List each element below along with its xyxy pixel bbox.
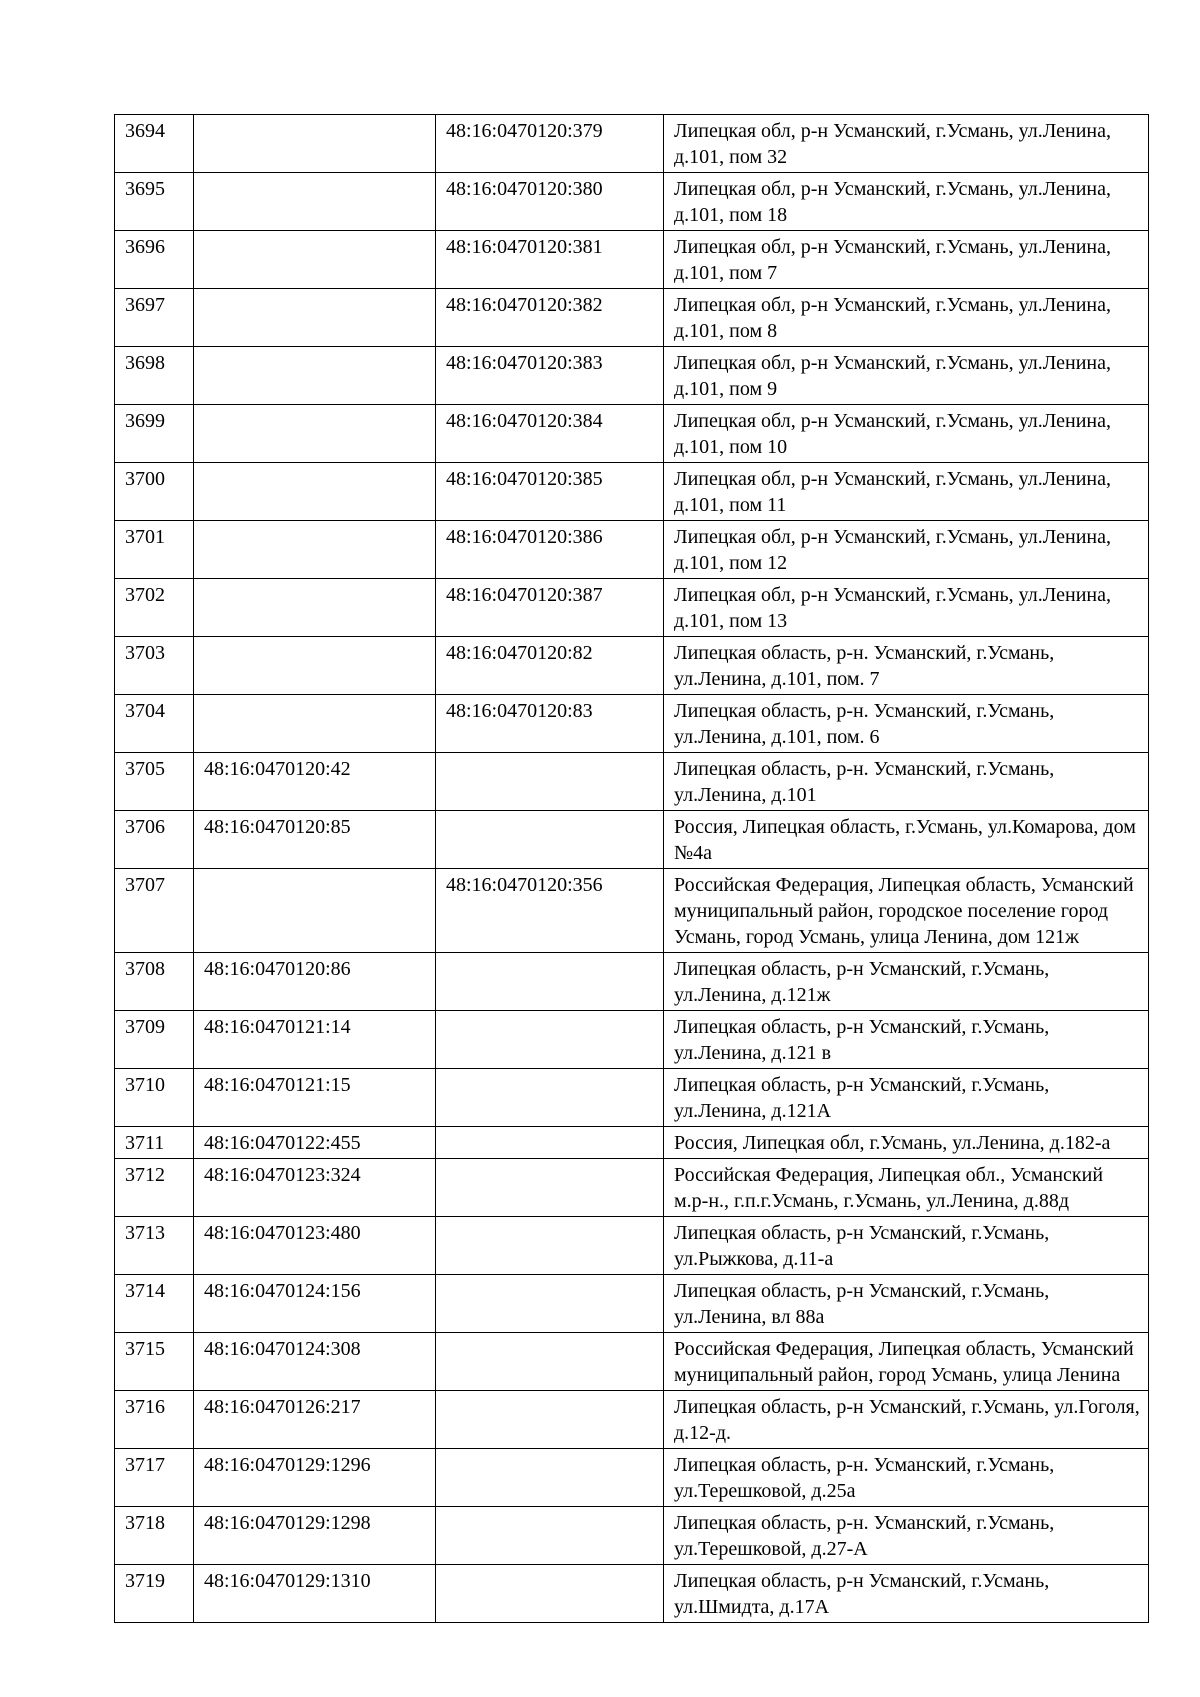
table-row [115, 869, 1149, 953]
address-cell: Липецкая область, р-н Усманский, г.Усмань, ул.Ленина, д.121 в [664, 1011, 1149, 1069]
address-cell: Липецкая область, р-н. Усманский, г.Усмань, ул.Ленина, д.101, пом. 7 [664, 637, 1149, 695]
cadastral-number-cell: 48:16:0470120:86 [194, 953, 436, 1011]
table-row [115, 173, 1149, 231]
property-table [114, 114, 1149, 1623]
cadastral-number-secondary-cell [436, 1333, 664, 1391]
cadastral-number-cell [194, 869, 436, 953]
cadastral-number-secondary-cell [436, 1217, 664, 1275]
row-number-cell: 3709 [115, 1011, 194, 1069]
cadastral-number-cell [194, 289, 436, 347]
address-cell: Липецкая обл, р-н Усманский, г.Усмань, ул.Ленина, д.101, пом 32 [664, 115, 1149, 173]
cadastral-number-cell [194, 173, 436, 231]
table-row [115, 953, 1149, 1011]
address-cell: Липецкая область, р-н. Усманский, г.Усмань, ул.Ленина, д.101, пом. 6 [664, 695, 1149, 753]
cadastral-number-cell [194, 405, 436, 463]
address-cell: Липецкая область, р-н Усманский, г.Усмань, ул.Ленина, д.121ж [664, 953, 1149, 1011]
address-cell: Липецкая обл, р-н Усманский, г.Усмань, ул.Ленина, д.101, пом 12 [664, 521, 1149, 579]
cadastral-number-secondary-cell: 48:16:0470120:387 [436, 579, 664, 637]
row-number-cell: 3717 [115, 1449, 194, 1507]
row-number-cell: 3714 [115, 1275, 194, 1333]
cadastral-number-cell: 48:16:0470123:480 [194, 1217, 436, 1275]
cadastral-number-cell: 48:16:0470124:308 [194, 1333, 436, 1391]
cadastral-number-secondary-cell: 48:16:0470120:386 [436, 521, 664, 579]
cadastral-number-secondary-cell [436, 1011, 664, 1069]
cadastral-number-cell [194, 347, 436, 405]
table-row [115, 811, 1149, 869]
cadastral-number-secondary-cell [436, 1127, 664, 1159]
table-row [115, 1011, 1149, 1069]
table-row [115, 231, 1149, 289]
row-number-cell: 3699 [115, 405, 194, 463]
table-body [115, 115, 1149, 1623]
cadastral-number-cell [194, 231, 436, 289]
cadastral-number-secondary-cell [436, 1507, 664, 1565]
address-cell: Российская Федерация, Липецкая область, Усманский муниципальный район, городское поселение город Усмань, город Усмань, улица Ленина, дом 121ж [664, 869, 1149, 953]
row-number-cell: 3705 [115, 753, 194, 811]
row-number-cell: 3715 [115, 1333, 194, 1391]
address-cell: Липецкая область, р-н Усманский, г.Усмань, ул.Ленина, вл 88а [664, 1275, 1149, 1333]
table-row [115, 1565, 1149, 1623]
table-row [115, 1217, 1149, 1275]
cadastral-number-secondary-cell [436, 1565, 664, 1623]
row-number-cell: 3694 [115, 115, 194, 173]
cadastral-number-secondary-cell: 48:16:0470120:382 [436, 289, 664, 347]
cadastral-number-cell: 48:16:0470123:324 [194, 1159, 436, 1217]
cadastral-number-secondary-cell: 48:16:0470120:383 [436, 347, 664, 405]
address-cell: Россия, Липецкая обл, г.Усмань, ул.Ленина, д.182-а [664, 1127, 1149, 1159]
address-cell: Липецкая обл, р-н Усманский, г.Усмань, ул.Ленина, д.101, пом 8 [664, 289, 1149, 347]
cadastral-number-cell [194, 579, 436, 637]
cadastral-number-cell [194, 695, 436, 753]
cadastral-number-cell: 48:16:0470124:156 [194, 1275, 436, 1333]
row-number-cell: 3716 [115, 1391, 194, 1449]
table-row [115, 1275, 1149, 1333]
row-number-cell: 3703 [115, 637, 194, 695]
cadastral-number-secondary-cell: 48:16:0470120:384 [436, 405, 664, 463]
address-cell: Россия, Липецкая область, г.Усмань, ул.Комарова, дом №4а [664, 811, 1149, 869]
table-row [115, 1333, 1149, 1391]
cadastral-number-cell [194, 521, 436, 579]
cadastral-number-secondary-cell [436, 1275, 664, 1333]
row-number-cell: 3712 [115, 1159, 194, 1217]
address-cell: Липецкая область, р-н Усманский, г.Усмань, ул.Гоголя, д.12-д. [664, 1391, 1149, 1449]
row-number-cell: 3707 [115, 869, 194, 953]
row-number-cell: 3695 [115, 173, 194, 231]
address-cell: Российская Федерация, Липецкая обл., Усманский м.р-н., г.п.г.Усмань, г.Усмань, ул.Ленина, д.88д [664, 1159, 1149, 1217]
row-number-cell: 3708 [115, 953, 194, 1011]
row-number-cell: 3719 [115, 1565, 194, 1623]
row-number-cell: 3702 [115, 579, 194, 637]
table-row [115, 1391, 1149, 1449]
address-cell: Липецкая обл, р-н Усманский, г.Усмань, ул.Ленина, д.101, пом 11 [664, 463, 1149, 521]
cadastral-number-secondary-cell: 48:16:0470120:385 [436, 463, 664, 521]
cadastral-number-cell: 48:16:0470122:455 [194, 1127, 436, 1159]
row-number-cell: 3718 [115, 1507, 194, 1565]
address-cell: Липецкая обл, р-н Усманский, г.Усмань, ул.Ленина, д.101, пом 7 [664, 231, 1149, 289]
cadastral-number-secondary-cell [436, 753, 664, 811]
table-row [115, 405, 1149, 463]
row-number-cell: 3697 [115, 289, 194, 347]
cadastral-number-secondary-cell: 48:16:0470120:379 [436, 115, 664, 173]
cadastral-number-cell: 48:16:0470129:1310 [194, 1565, 436, 1623]
address-cell: Липецкая область, р-н. Усманский, г.Усмань, ул.Терешковой, д.25а [664, 1449, 1149, 1507]
address-cell: Липецкая обл, р-н Усманский, г.Усмань, ул.Ленина, д.101, пом 9 [664, 347, 1149, 405]
cadastral-number-cell: 48:16:0470126:217 [194, 1391, 436, 1449]
cadastral-number-secondary-cell: 48:16:0470120:83 [436, 695, 664, 753]
cadastral-number-secondary-cell [436, 1159, 664, 1217]
table-row [115, 695, 1149, 753]
address-cell: Липецкая обл, р-н Усманский, г.Усмань, ул.Ленина, д.101, пом 13 [664, 579, 1149, 637]
row-number-cell: 3711 [115, 1127, 194, 1159]
table-row [115, 521, 1149, 579]
row-number-cell: 3701 [115, 521, 194, 579]
cadastral-number-cell: 48:16:0470120:42 [194, 753, 436, 811]
row-number-cell: 3704 [115, 695, 194, 753]
cadastral-number-secondary-cell [436, 1069, 664, 1127]
table-row [115, 1127, 1149, 1159]
address-cell: Российская Федерация, Липецкая область, Усманский муниципальный район, город Усмань, улица Ленина [664, 1333, 1149, 1391]
table-row [115, 637, 1149, 695]
cadastral-number-cell: 48:16:0470121:14 [194, 1011, 436, 1069]
cadastral-number-secondary-cell: 48:16:0470120:356 [436, 869, 664, 953]
address-cell: Липецкая область, р-н. Усманский, г.Усмань, ул.Терешковой, д.27-А [664, 1507, 1149, 1565]
row-number-cell: 3700 [115, 463, 194, 521]
table-row [115, 289, 1149, 347]
cadastral-number-cell [194, 637, 436, 695]
row-number-cell: 3696 [115, 231, 194, 289]
cadastral-number-secondary-cell [436, 1391, 664, 1449]
row-number-cell: 3706 [115, 811, 194, 869]
cadastral-number-cell: 48:16:0470129:1298 [194, 1507, 436, 1565]
cadastral-number-cell [194, 115, 436, 173]
table-row [115, 1449, 1149, 1507]
cadastral-number-secondary-cell [436, 953, 664, 1011]
address-cell: Липецкая обл, р-н Усманский, г.Усмань, ул.Ленина, д.101, пом 18 [664, 173, 1149, 231]
address-cell: Липецкая область, р-н Усманский, г.Усмань, ул.Рыжкова, д.11-а [664, 1217, 1149, 1275]
cadastral-number-cell: 48:16:0470121:15 [194, 1069, 436, 1127]
table-row [115, 115, 1149, 173]
cadastral-number-cell: 48:16:0470129:1296 [194, 1449, 436, 1507]
table-row [115, 1159, 1149, 1217]
row-number-cell: 3710 [115, 1069, 194, 1127]
cadastral-number-secondary-cell: 48:16:0470120:380 [436, 173, 664, 231]
cadastral-number-cell [194, 463, 436, 521]
cadastral-number-secondary-cell [436, 1449, 664, 1507]
cadastral-number-secondary-cell [436, 811, 664, 869]
address-cell: Липецкая область, р-н. Усманский, г.Усмань, ул.Ленина, д.101 [664, 753, 1149, 811]
table-row [115, 1507, 1149, 1565]
address-cell: Липецкая область, р-н Усманский, г.Усмань, ул.Ленина, д.121А [664, 1069, 1149, 1127]
table-row [115, 463, 1149, 521]
table-row [115, 753, 1149, 811]
address-cell: Липецкая обл, р-н Усманский, г.Усмань, ул.Ленина, д.101, пом 10 [664, 405, 1149, 463]
table-row [115, 347, 1149, 405]
row-number-cell: 3713 [115, 1217, 194, 1275]
table-row [115, 1069, 1149, 1127]
cadastral-number-secondary-cell: 48:16:0470120:381 [436, 231, 664, 289]
address-cell: Липецкая область, р-н Усманский, г.Усмань, ул.Шмидтa, д.17А [664, 1565, 1149, 1623]
row-number-cell: 3698 [115, 347, 194, 405]
table-row [115, 579, 1149, 637]
cadastral-number-cell: 48:16:0470120:85 [194, 811, 436, 869]
cadastral-number-secondary-cell: 48:16:0470120:82 [436, 637, 664, 695]
